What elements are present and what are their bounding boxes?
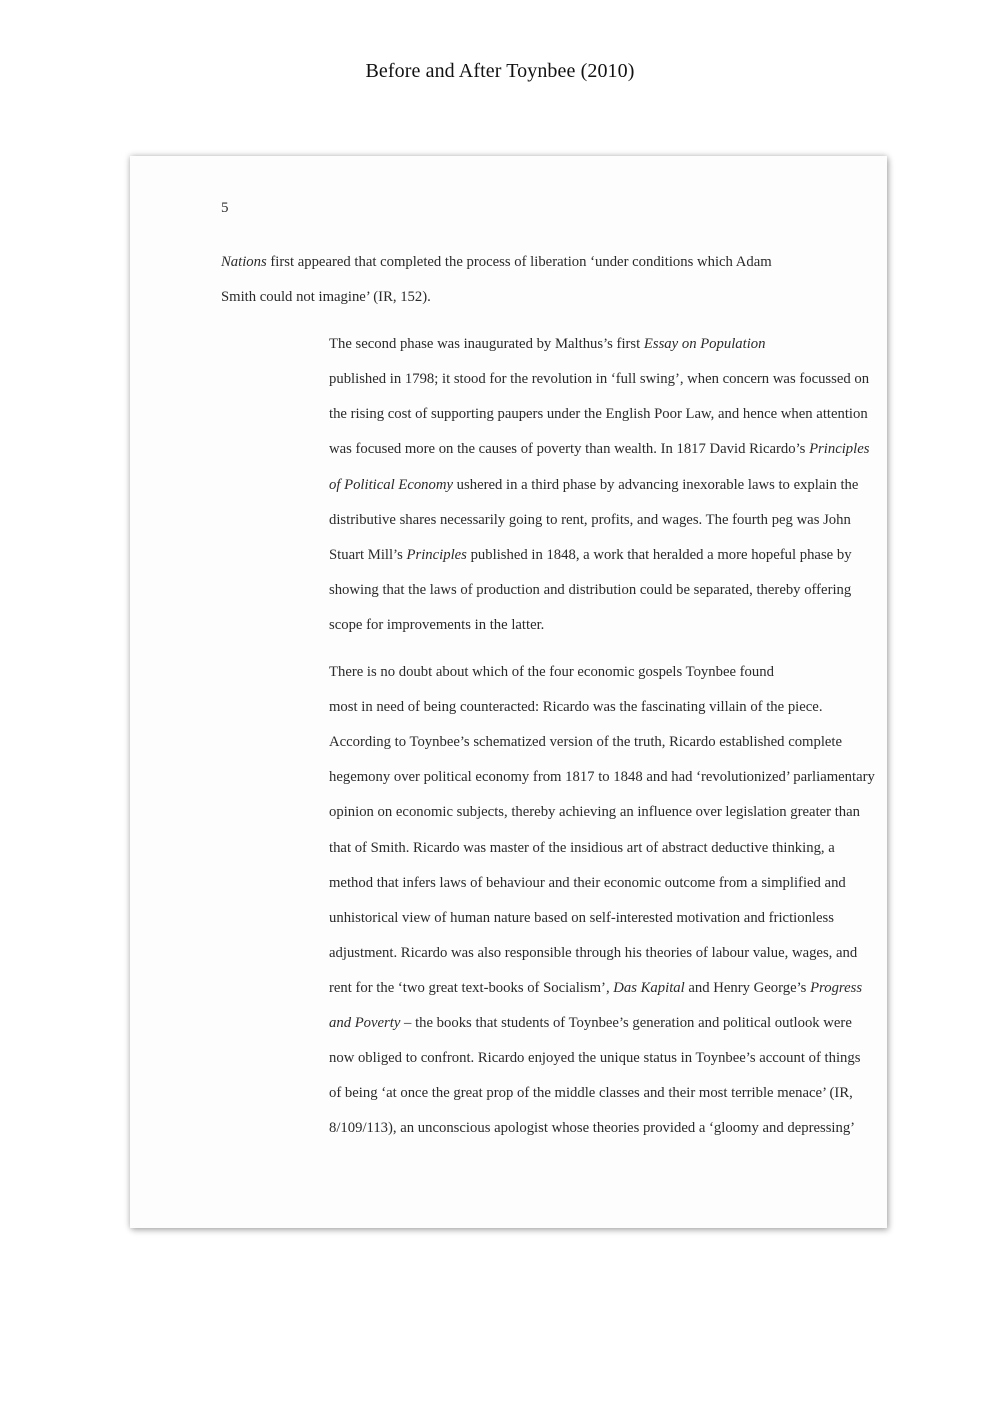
- italic-title: Nations: [221, 254, 267, 270]
- line-text: was focused more on the causes of poverty than wealth. In 1817 David Ricardo’s: [329, 441, 810, 458]
- italic-title: Das Kapital: [613, 979, 685, 996]
- line-text: showing that the laws of production and distribution could be separated, thereby offering: [329, 581, 852, 598]
- document-page: [130, 156, 887, 1228]
- line-text: The second phase was inaugurated by Malthus’s first: [329, 336, 644, 353]
- text-line: [221, 971, 863, 1006]
- line-text: now obliged to confront. Ricardo enjoyed the unique status in Toynbee’s account of things: [329, 1050, 861, 1067]
- page-title: Before and After Toynbee (2010): [365, 60, 635, 82]
- line-text: opinion on economic subjects, thereby achieving an influence over legislation greater than: [329, 804, 861, 821]
- page-number: 5: [221, 200, 229, 216]
- line-text: most in need of being counteracted: Ricardo was the fascinating villain of the piece.: [329, 699, 823, 716]
- body-text: [221, 245, 875, 1158]
- text-line: [221, 760, 875, 795]
- text-line: [221, 362, 870, 397]
- italic-title: Principles: [406, 546, 467, 563]
- text-line: [221, 725, 843, 760]
- text-line: [221, 690, 823, 725]
- paragraph-1: [221, 245, 801, 315]
- text-line: [221, 608, 801, 643]
- italic-title: Principles: [809, 441, 870, 458]
- line-text: first appeared that completed the process of liberation ‘under conditions which Adam: [266, 254, 772, 270]
- text-line: [221, 573, 852, 608]
- line-text: distributive shares necessarily going to rent, profits, and wages. The fourth peg was John: [329, 511, 851, 528]
- italic-title: Essay on Population: [643, 336, 766, 353]
- paragraph-2: [221, 327, 870, 643]
- text-line: [221, 655, 801, 690]
- text-line: [221, 432, 870, 467]
- text-line: [221, 280, 801, 315]
- text-line: [221, 1076, 853, 1111]
- italic-title: Progress: [810, 979, 863, 996]
- italic-title: of Political Economy: [329, 476, 453, 493]
- line-text: of being ‘at once the great prop of the middle classes and their most terrible menace’ (IR,: [329, 1085, 853, 1102]
- line-text: adjustment. Ricardo was also responsible through his theories of labour value, wages, and: [329, 944, 858, 961]
- line-text: scope for improvements in the latter.: [329, 616, 545, 633]
- line-text: hegemony over political economy from 1817 to 1848 and had ‘revolutionized’ parliamentary: [329, 769, 875, 786]
- line-text: the rising cost of supporting paupers under the English Poor Law, and hence when attention: [329, 406, 868, 423]
- text-line: [221, 831, 835, 866]
- text-line: [221, 936, 858, 971]
- line-text: that of Smith. Ricardo was master of the insidious art of abstract deductive thinking, a: [329, 839, 835, 856]
- line-text: ushered in a third phase by advancing inexorable laws to explain the: [453, 476, 859, 493]
- line-text: method that infers laws of behaviour and their economic outcome from a simplified and: [329, 874, 846, 891]
- line-text: According to Toynbee’s schematized version of the truth, Ricardo established complete: [329, 734, 843, 751]
- line-text: and Henry George’s: [684, 979, 811, 996]
- line-text: published in 1798; it stood for the revolution in ‘full swing’, when concern was focussed on: [329, 371, 870, 388]
- text-line: [221, 866, 846, 901]
- text-line: [221, 327, 801, 362]
- paragraph-3: [221, 655, 875, 1146]
- text-line: [221, 795, 861, 830]
- line-text: published in 1848, a work that heralded a more hopeful phase by: [466, 546, 852, 563]
- text-line: [221, 503, 851, 538]
- line-text: – the books that students of Toynbee’s generation and political outlook were: [400, 1014, 852, 1031]
- text-line: [221, 1041, 861, 1076]
- text-line: [221, 397, 868, 432]
- text-line: [221, 468, 859, 503]
- line-text: 8/109/113), an unconscious apologist whose theories provided a ‘gloomy and depressing’: [329, 1120, 856, 1137]
- text-line: [221, 1006, 852, 1041]
- text-line: [221, 901, 834, 936]
- line-text: There is no doubt about which of the four economic gospels Toynbee found: [329, 664, 774, 681]
- text-line: [221, 1111, 856, 1146]
- line-text: Stuart Mill’s: [329, 546, 407, 563]
- text-line: [221, 538, 852, 573]
- text-line: [221, 245, 801, 280]
- line-text: Smith could not imagine’ (IR, 152).: [221, 289, 431, 306]
- line-text: rent for the ‘two great text-books of Socialism’,: [329, 979, 614, 996]
- italic-title: and Poverty: [329, 1014, 401, 1031]
- line-text: unhistorical view of human nature based on self-interested motivation and frictionless: [329, 909, 834, 926]
